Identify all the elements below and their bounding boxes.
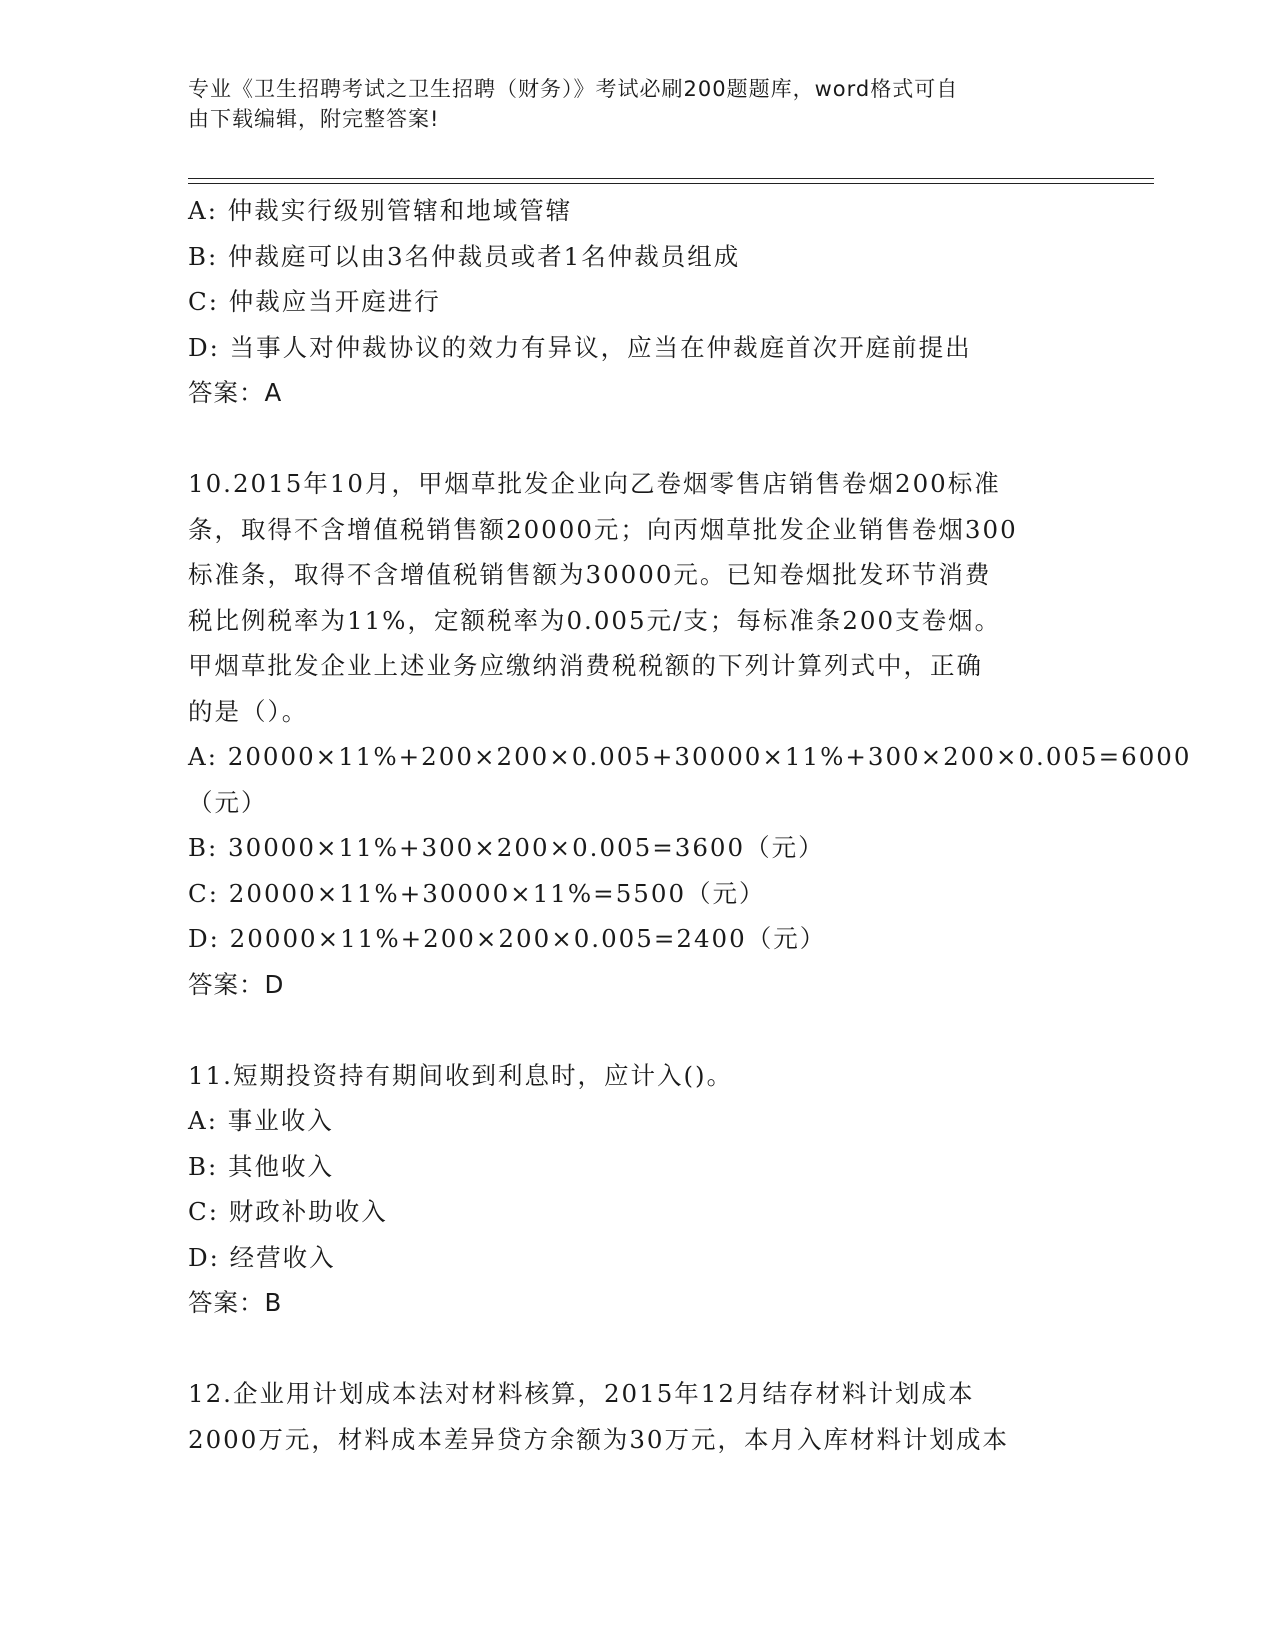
spacer bbox=[188, 1007, 1088, 1053]
option-a-continued: （元） bbox=[188, 787, 268, 817]
answer: 答案：D bbox=[188, 969, 285, 999]
question-stem-line: 12.企业用计划成本法对材料核算，2015年12月结存材料计划成本 bbox=[188, 1379, 975, 1408]
question-10 bbox=[188, 461, 1192, 1007]
option-c: C: 20000×11%+30000×11%=5500（元） bbox=[188, 878, 766, 908]
question-11 bbox=[188, 1053, 1088, 1326]
question-stem-line: 甲烟草批发企业上述业务应缴纳消费税税额的下列计算列式中，正确 bbox=[188, 651, 983, 680]
option-a: A: 事业收入 bbox=[188, 1106, 334, 1135]
option-a: A: 20000×11%+200×200×0.005+30000×11%+300×200×0.005=6000 bbox=[188, 742, 1192, 771]
option-d: D: 经营收入 bbox=[188, 1242, 336, 1272]
option-d: D: 20000×11%+200×200×0.005=2400（元） bbox=[188, 924, 827, 953]
option-a: A: 仲裁实行级别管辖和地域管辖 bbox=[188, 196, 573, 225]
option-d: D: 当事人对仲裁协议的效力有异议，应当在仲裁庭首次开庭前提出 bbox=[188, 332, 972, 362]
header-divider-top bbox=[188, 178, 1154, 179]
spacer bbox=[188, 1326, 1088, 1372]
question-12 bbox=[188, 1371, 1088, 1462]
question-stem-line: 条，取得不含增值税销售额20000元；向丙烟草批发企业销售卷烟300 bbox=[188, 514, 1018, 544]
header-line-1: 专业《卫生招聘考试之卫生招聘（财务）》考试必刷200题题库，word格式可自 bbox=[188, 77, 959, 101]
option-b: B: 30000×11%+300×200×0.005=3600（元） bbox=[188, 833, 825, 862]
spacer bbox=[188, 416, 1088, 462]
question-stem-line: 标准条，取得不含增值税销售额为30000元。已知卷烟批发环节消费 bbox=[188, 560, 992, 589]
question-9 bbox=[188, 188, 1088, 416]
option-c: C: 财政补助收入 bbox=[188, 1197, 388, 1226]
answer: 答案：B bbox=[188, 1288, 283, 1317]
header-divider-bottom bbox=[188, 183, 1154, 184]
answer: 答案：A bbox=[188, 378, 283, 407]
document-header bbox=[188, 74, 1068, 134]
question-list bbox=[188, 188, 1192, 1462]
option-b: B: 仲裁庭可以由3名仲裁员或者1名仲裁员组成 bbox=[188, 241, 741, 271]
question-stem: 11.短期投资持有期间收到利息时，应计入()。 bbox=[188, 1060, 734, 1090]
question-stem-line: 的是（）。 bbox=[188, 696, 309, 726]
question-stem-line: 10.2015年10月，甲烟草批发企业向乙卷烟零售店销售卷烟200标准 bbox=[188, 469, 1001, 498]
question-stem-line: 税比例税率为11%，定额税率为0.005元/支；每标准条200支卷烟。 bbox=[188, 605, 1002, 635]
option-c: C: 仲裁应当开庭进行 bbox=[188, 287, 441, 316]
option-b: B: 其他收入 bbox=[188, 1151, 335, 1181]
question-stem-line: 2000万元，材料成本差异贷方余额为30万元，本月入库材料计划成本 bbox=[188, 1424, 1010, 1454]
header-line-2: 由下载编辑，附完整答案! bbox=[188, 107, 440, 131]
